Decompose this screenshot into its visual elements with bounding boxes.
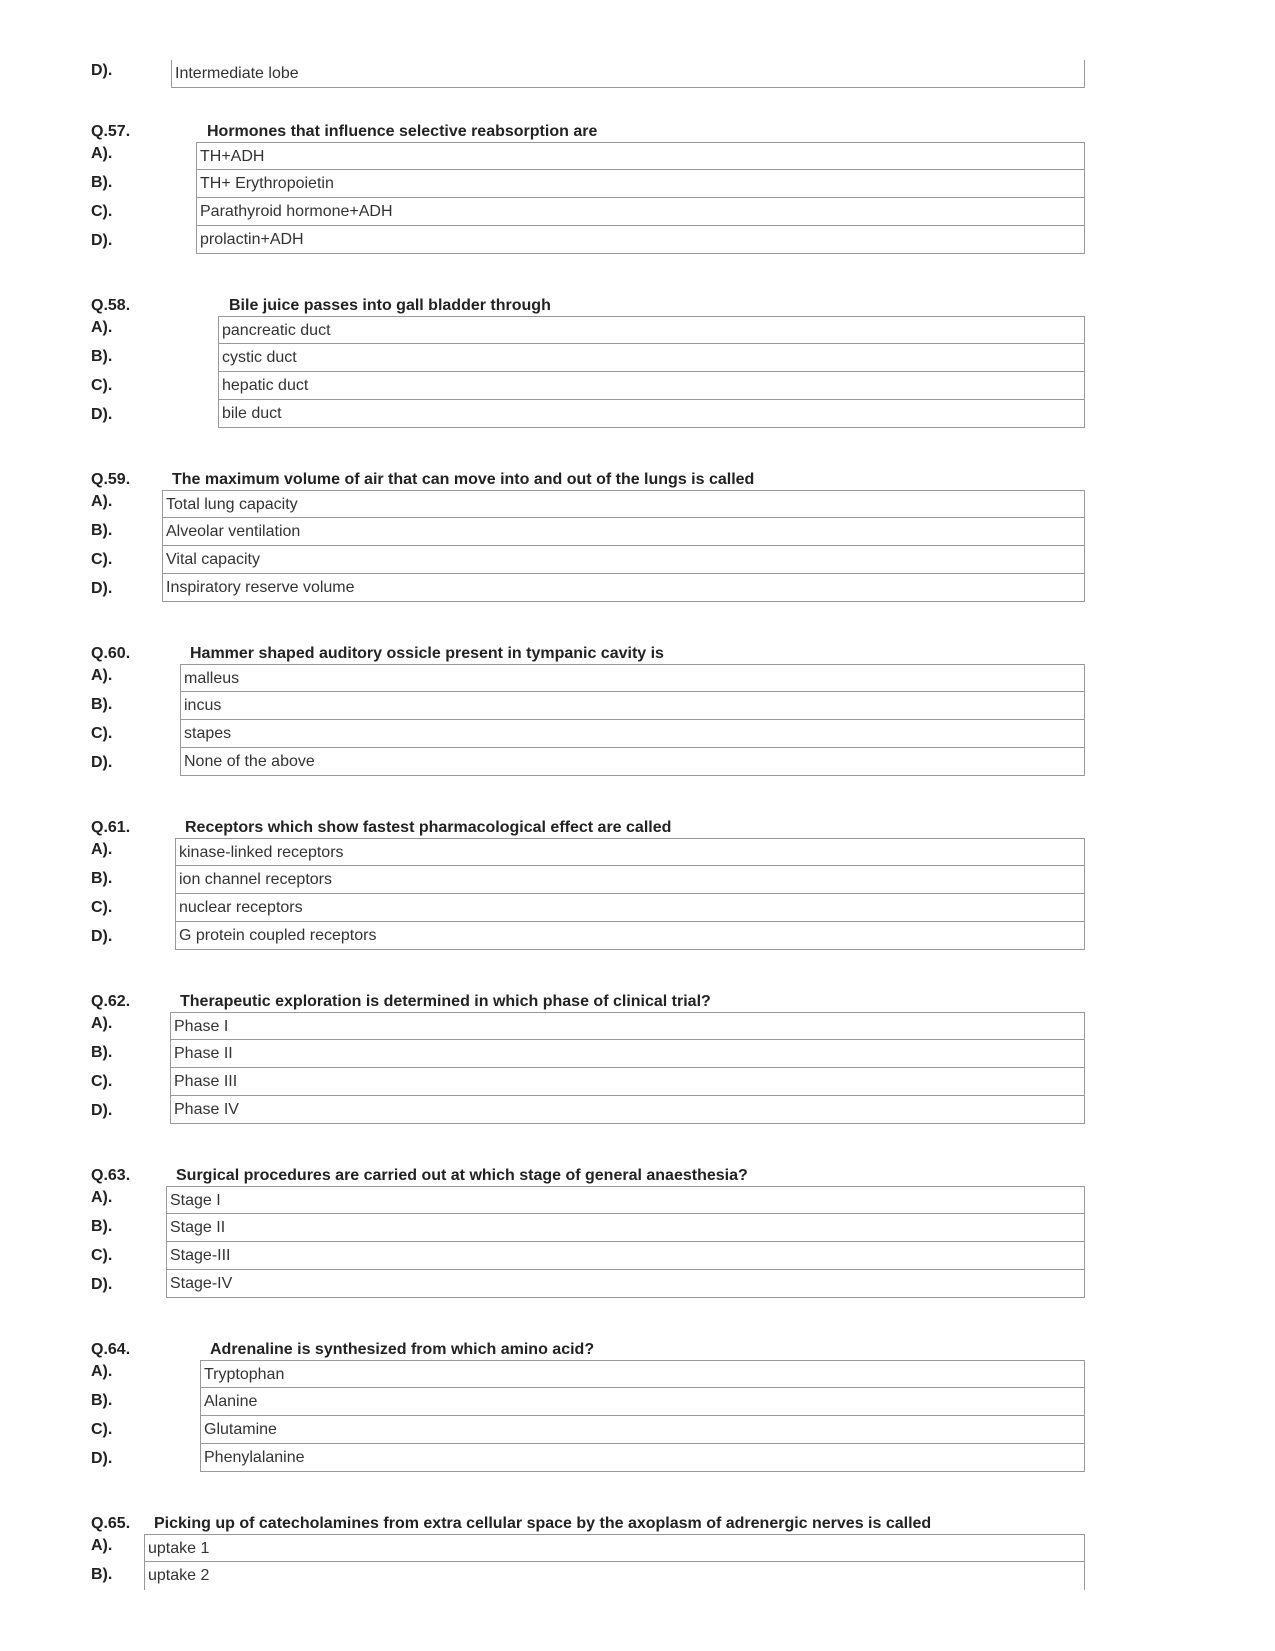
- option-label: B).: [91, 174, 113, 191]
- option-label: A).: [91, 667, 113, 684]
- option-label: B).: [91, 1218, 113, 1235]
- answer-option[interactable]: Intermediate lobe: [171, 60, 1085, 88]
- option-label: C).: [91, 1247, 113, 1264]
- answer-option[interactable]: Vital capacity: [162, 546, 1085, 574]
- answer-option[interactable]: Phase II: [170, 1040, 1085, 1068]
- answer-option[interactable]: Inspiratory reserve volume: [162, 574, 1085, 602]
- question-text: Hormones that influence selective reabsorption are: [207, 123, 598, 140]
- answer-option[interactable]: Stage II: [166, 1214, 1085, 1242]
- option-label: D).: [91, 1450, 113, 1467]
- option-label: C).: [91, 377, 113, 394]
- answer-option[interactable]: Glutamine: [200, 1416, 1085, 1444]
- answer-option[interactable]: pancreatic duct: [218, 316, 1085, 344]
- question-text: The maximum volume of air that can move into and out of the lungs is called: [172, 471, 755, 488]
- question-number: Q.64.: [91, 1341, 131, 1358]
- answer-option[interactable]: TH+ Erythropoietin: [196, 170, 1085, 198]
- answer-option[interactable]: None of the above: [180, 748, 1085, 776]
- answer-option[interactable]: Phase IV: [170, 1096, 1085, 1124]
- answer-option[interactable]: bile duct: [218, 400, 1085, 428]
- question-text: Adrenaline is synthesized from which amino acid?: [210, 1341, 595, 1358]
- option-label: D).: [91, 1102, 113, 1119]
- question-number: Q.65.: [91, 1515, 131, 1532]
- option-label: D).: [91, 62, 113, 79]
- option-label: C).: [91, 1421, 113, 1438]
- answer-option[interactable]: Alveolar ventilation: [162, 518, 1085, 546]
- question-number: Q.59.: [91, 471, 131, 488]
- option-label: A).: [91, 1363, 113, 1380]
- answer-option[interactable]: Stage-IV: [166, 1270, 1085, 1298]
- answer-option[interactable]: Stage-III: [166, 1242, 1085, 1270]
- answer-option[interactable]: Tryptophan: [200, 1360, 1085, 1388]
- question-number: Q.63.: [91, 1167, 131, 1184]
- option-label: C).: [91, 551, 113, 568]
- answer-option[interactable]: incus: [180, 692, 1085, 720]
- option-label: A).: [91, 145, 113, 162]
- option-label: B).: [91, 1392, 113, 1409]
- option-label: B).: [91, 696, 113, 713]
- option-label: D).: [91, 1276, 113, 1293]
- option-label: C).: [91, 899, 113, 916]
- question-text: Bile juice passes into gall bladder through: [229, 297, 551, 314]
- option-label: B).: [91, 1566, 113, 1583]
- question-text: Hammer shaped auditory ossicle present in tympanic cavity is: [190, 645, 664, 662]
- option-label: D).: [91, 232, 113, 249]
- option-label: D).: [91, 754, 113, 771]
- question-text: Picking up of catecholamines from extra cellular space by the axoplasm of adrenergic nerves is called: [154, 1515, 932, 1532]
- option-label: A).: [91, 319, 113, 336]
- option-label: C).: [91, 1073, 113, 1090]
- answer-option[interactable]: Phase I: [170, 1012, 1085, 1040]
- question-number: Q.62.: [91, 993, 131, 1010]
- answer-option[interactable]: stapes: [180, 720, 1085, 748]
- question-text: Surgical procedures are carried out at which stage of general anaesthesia?: [176, 1167, 748, 1184]
- option-label: B).: [91, 1044, 113, 1061]
- answer-option[interactable]: hepatic duct: [218, 372, 1085, 400]
- option-label: B).: [91, 522, 113, 539]
- question-number: Q.61.: [91, 819, 131, 836]
- answer-option[interactable]: nuclear receptors: [175, 894, 1085, 922]
- option-label: B).: [91, 348, 113, 365]
- answer-option[interactable]: TH+ADH: [196, 142, 1085, 170]
- option-label: A).: [91, 1015, 113, 1032]
- option-label: B).: [91, 870, 113, 887]
- answer-option[interactable]: Phenylalanine: [200, 1444, 1085, 1472]
- option-label: A).: [91, 1189, 113, 1206]
- question-number: Q.57.: [91, 123, 131, 140]
- option-label: D).: [91, 406, 113, 423]
- answer-option[interactable]: uptake 1: [144, 1534, 1085, 1562]
- option-label: C).: [91, 725, 113, 742]
- option-label: C).: [91, 203, 113, 220]
- question-text: Receptors which show fastest pharmacological effect are called: [185, 819, 672, 836]
- answer-option[interactable]: ion channel receptors: [175, 866, 1085, 894]
- answer-option[interactable]: Phase III: [170, 1068, 1085, 1096]
- answer-option[interactable]: malleus: [180, 664, 1085, 692]
- option-label: A).: [91, 1537, 113, 1554]
- answer-option[interactable]: prolactin+ADH: [196, 226, 1085, 254]
- answer-option[interactable]: Parathyroid hormone+ADH: [196, 198, 1085, 226]
- answer-option[interactable]: uptake 2: [144, 1562, 1085, 1590]
- question-number: Q.60.: [91, 645, 131, 662]
- answer-option[interactable]: kinase-linked receptors: [175, 838, 1085, 866]
- answer-option[interactable]: Alanine: [200, 1388, 1085, 1416]
- answer-option[interactable]: G protein coupled receptors: [175, 922, 1085, 950]
- answer-option[interactable]: Stage I: [166, 1186, 1085, 1214]
- answer-option[interactable]: Total lung capacity: [162, 490, 1085, 518]
- question-text: Therapeutic exploration is determined in which phase of clinical trial?: [180, 993, 711, 1010]
- question-number: Q.58.: [91, 297, 131, 314]
- option-label: D).: [91, 580, 113, 597]
- option-label: A).: [91, 841, 113, 858]
- answer-option[interactable]: cystic duct: [218, 344, 1085, 372]
- option-label: D).: [91, 928, 113, 945]
- option-label: A).: [91, 493, 113, 510]
